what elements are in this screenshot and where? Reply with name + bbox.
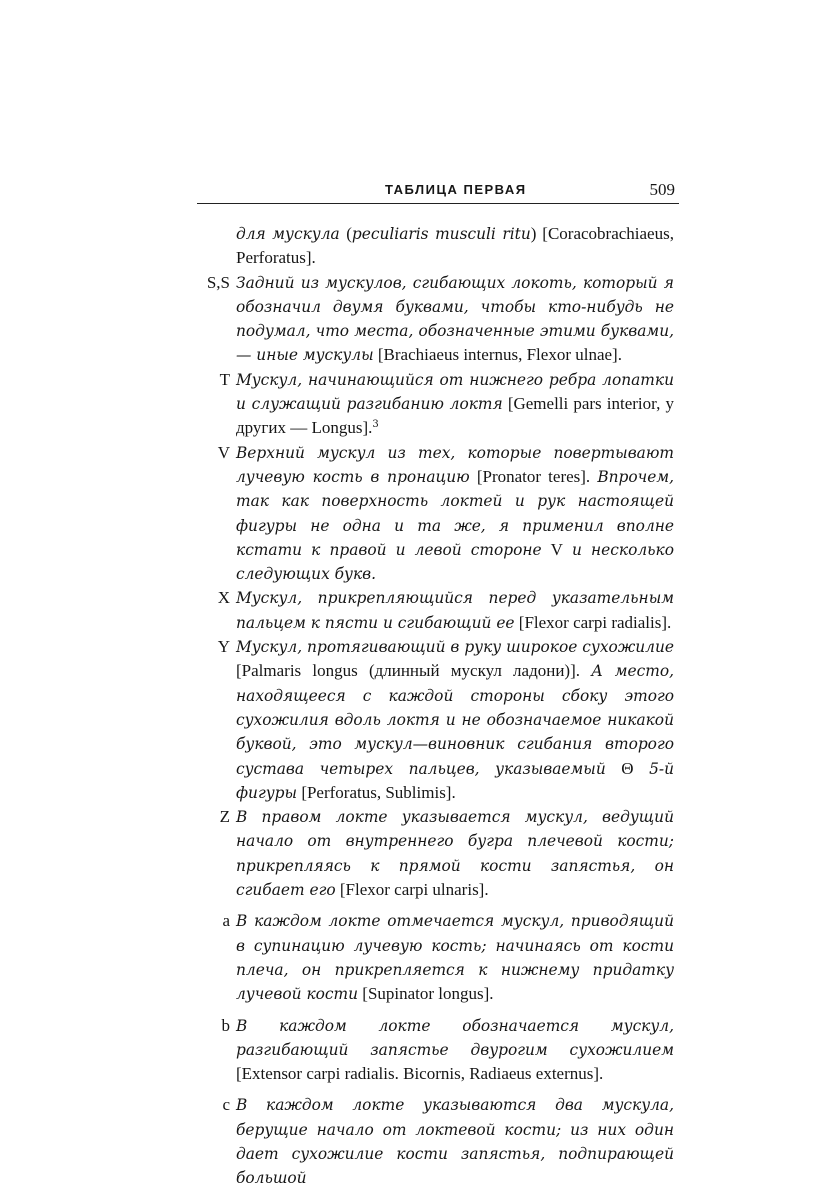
italic-text: 5-й фигуры	[236, 759, 674, 802]
plain-text: [Palmaris longus (длинный мускул ладони)].	[236, 661, 592, 681]
entry-letter: a	[222, 911, 230, 931]
page-number: 509	[649, 180, 675, 199]
entry-Y	[196, 635, 674, 805]
entry-letter: S,S	[206, 272, 230, 292]
plain-text: [Brachiaeus internus, Flexor ulnae].	[373, 345, 622, 365]
italic-text: В каждом локте отмечается мускул, приводящий в супинацию лучевую кость; начинаясь от кости плеча, он прикрепляется к нижнему придатку лучевой кости	[236, 912, 674, 1004]
plain-text: ) [Coracobrachiaeus, Perforatus].	[236, 224, 674, 268]
running-title: ТАБЛИЦА ПЕРВАЯ	[385, 182, 527, 197]
plain-text: [Flexor carpi ulnaris].	[335, 880, 489, 900]
entry-text	[236, 805, 674, 902]
entry-a	[196, 909, 674, 1006]
entry-text	[236, 222, 674, 271]
header-rule	[197, 203, 679, 204]
italic-text: В каждом локте обозначается мускул, разгибающий запястье двурогим сухожилием	[236, 1016, 674, 1059]
italic-text: и несколько следующих букв.	[236, 540, 674, 584]
plain-text: [Perforatus, Sublimis].	[297, 782, 456, 802]
plain-text: [Flexor carpi radialis].	[514, 612, 672, 632]
entry-text	[236, 1014, 674, 1087]
entry-b	[196, 1014, 674, 1087]
entry-letter: V	[217, 442, 230, 462]
entry-text	[236, 1093, 674, 1190]
entry-text	[236, 635, 674, 805]
footnote-mark: 3	[372, 419, 379, 431]
plain-text: V	[550, 539, 563, 559]
body-text	[196, 222, 674, 1191]
plain-text: [Pronator teres].	[469, 466, 598, 486]
entry-text	[236, 586, 674, 635]
entry-X	[196, 586, 674, 635]
italic-text: Мускул, протягивающий в руку широкое сухожилие	[236, 638, 674, 657]
entry-text	[236, 271, 674, 368]
plain-text: Θ	[621, 758, 634, 778]
plain-text: [Gemelli pars interior, у других — Longus].	[236, 394, 674, 438]
entry-continuation	[196, 222, 674, 271]
italic-text: Мускул, прикрепляющийся перед указательным пальцем к пясти и сгибающий ее	[236, 589, 674, 632]
entry-letter: b	[221, 1015, 230, 1035]
italic-text: А место, находящееся с каждой стороны сбоку этого сухожилия вдоль локтя и не обозначаемое никакой буквой, это мускул—виновник сгибания второго сустава четырех пальцев, указываемый	[236, 662, 674, 778]
running-header	[197, 180, 679, 202]
entry-Z	[196, 805, 674, 902]
italic-text: Мускул, начинающийся от нижнего ребра лопатки и служащий разгибанию локтя	[236, 370, 674, 414]
italic-text: В каждом локте указываются два мускула, берущие начало от локтевой кости; из них один дает сухожилие кости запястья, подпирающей большой	[236, 1096, 674, 1188]
entry-text	[236, 368, 674, 441]
entry-text	[236, 441, 674, 587]
italic-text: для мускула	[236, 225, 347, 243]
entry-letter	[196, 222, 236, 271]
plain-text: [Extensor carpi radialis. Bicornis, Radiaeus externus].	[236, 1064, 604, 1084]
italic-text: peculiaris musculi ritu	[351, 225, 531, 243]
entry-letter: T	[219, 369, 230, 389]
italic-text: В правом локте указывается мускул, ведущий начало от внутреннего бугра плечевой кости; прикрепляясь к прямой кости запястья, он сгибает его	[236, 808, 674, 900]
entry-S	[196, 271, 674, 368]
entry-letter: c	[222, 1095, 230, 1115]
entry-text	[236, 909, 674, 1006]
entry-letter: X	[217, 588, 230, 608]
plain-text: (	[346, 224, 352, 243]
entry-letter: Y	[217, 637, 230, 657]
italic-text: Впрочем, так как поверхность локтей и рук настоящей фигуры не одна и та же, я применил вполне кстати к правой и левой стороне	[236, 467, 674, 559]
entry-letter: Z	[219, 807, 230, 827]
plain-text: [Supinator longus].	[358, 984, 494, 1004]
entry-T	[196, 368, 674, 441]
italic-text: Верхний мускул из тех, которые повертывают лучевую кость в пронацию	[236, 443, 674, 486]
entry-V	[196, 441, 674, 587]
entry-c	[196, 1093, 674, 1190]
italic-text: Задний из мускулов, сгибающих локоть, который я обозначил двумя буквами, чтобы кто-нибудь не подумал, что места, обозначенные этими буквами, — иные мускулы	[236, 273, 674, 365]
